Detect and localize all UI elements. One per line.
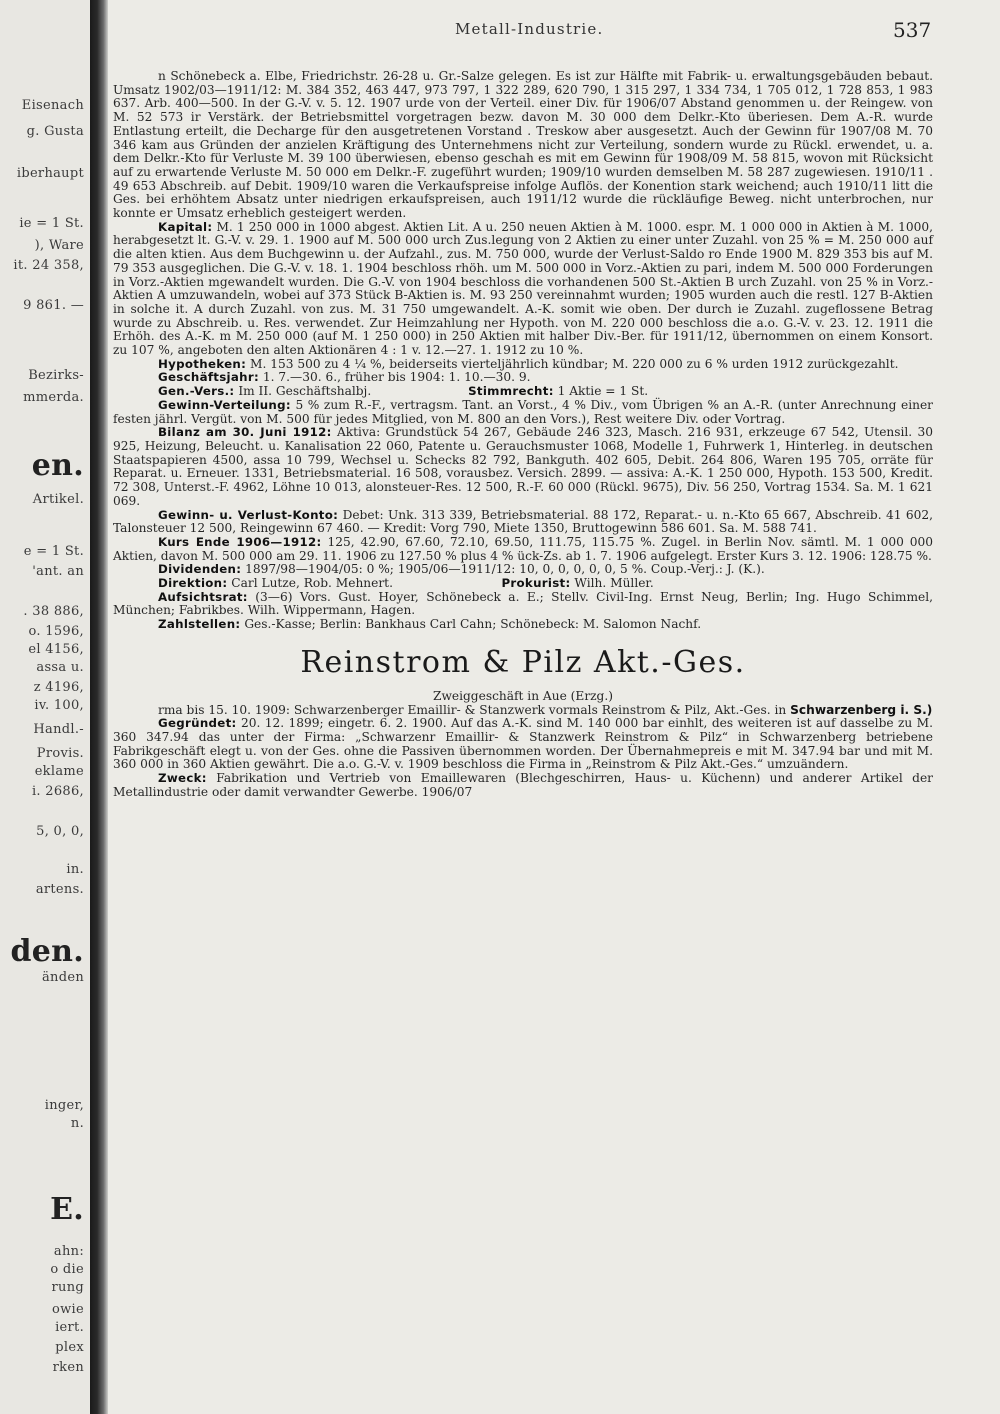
company-description: n Schönebeck a. Elbe, Friedrichstr. 26-28 u. Gr.-Salze gelegen. Es ist zur Hälfte mit Fabrik- u. erwaltungsgebäuden bebaut. Umsatz 1902/03—1911/12: M. 384 352, 463 447, 973 797, 1 322 289, 620 790, 1 315 297, 1 334 734, 1 705 012, 1 728 853, 1 983 637. Arb. 400—500. In der G.-V. v. 5. 12. 1907 urde von der Verteil. einer Div. für 1906/07 Abstand genommen u. der Reingew. von M. 52 573 ir Verstärk. der Betriebsmittel vorgetragen bezw. davon M. 30 000 dem Delkr.-Kto überiesen. Dem A.-R. wurde Entlastung erteilt, die Decharge für den ausgetretenen Vorstand . Treskow aber ausgesetzt. Auch der Gewinn für 1907/08 M. 70 346 kam aus Gründen der anzielen Kräftigung des Unternehmens nicht zur Verteilung, sondern wurde zu Rückl. erwendet, u. a. dem Delkr.-Kto für Verluste M. 39 100 überwiesen, ebenso geschah es mit em Gewinn für 1908/09 M. 58 815, wovon mit Rücksicht auf zu erwartende Verluste M. 50 000 em Delkr.-F. zugeführt wurden; 1909/10 wurden demselben M. 58 287 zugewiesen. 1910/11 . 49 653 Abschreib. auf Debit. 1909/10 waren die Verkaufspreise infolge Auflös. der Konention stark weichend; auch 1910/11 litt die Ges. bei erhöhtem Absatz unter niedrigen erkaufspreisen, auch 1911/12 wurde die rückläufige Beweg. nicht unterbrochen, nur konnte er Umsatz erheblich gesteigert werden. bbox=[113, 69, 933, 221]
adjacent-page-text: Eisenach bbox=[21, 98, 84, 113]
adjacent-page-text: ie = 1 St. bbox=[19, 216, 84, 231]
mortgage-section bbox=[113, 358, 933, 372]
adjacent-page-text: i. 2686, bbox=[31, 784, 84, 799]
profit-distribution-text: 5 % zum R.-F., vertragsm. Tant. an Vorst., 4 % Div., vom Übrigen % an A.-R. (unter Anrechnung einer festen jährl. Vergüt. von M. 500 für jedes Mitglied, von M. 800 an den Vors.), Rest weitere Div. oder Vortrag. bbox=[113, 397, 934, 426]
page-number: 537 bbox=[893, 18, 932, 42]
adjacent-page-text: ahn: bbox=[53, 1244, 84, 1259]
adjacent-page-text: o die bbox=[50, 1262, 84, 1277]
adjacent-page-text: el 4156, bbox=[28, 642, 84, 657]
founded-label: Gegründet: bbox=[158, 716, 237, 731]
adjacent-page-text: rken bbox=[52, 1360, 84, 1375]
balance-sheet-section bbox=[113, 426, 933, 508]
adjacent-page-text: den. bbox=[10, 934, 84, 969]
adjacent-page-text: E. bbox=[50, 1192, 84, 1227]
adjacent-page-text: Handl.- bbox=[33, 722, 84, 737]
authorized-officer-label: Prokurist: bbox=[501, 576, 571, 591]
purpose-text: Fabrikation und Vertrieb von Emaillewaren (Blechgeschirren, Haus- u. Küchenn) und anderer Artikel der Metallindustrie oder damit verwandter Gewerbe. 1906/07 bbox=[113, 771, 934, 799]
paying-agents-label: Zahlstellen: bbox=[158, 617, 241, 632]
fiscal-year-label: Geschäftsjahr: bbox=[158, 370, 259, 385]
company-title: Reinstrom & Pilz Akt.-Ges. bbox=[300, 644, 746, 680]
dividends-label: Dividenden: bbox=[158, 562, 242, 577]
profit-loss-text: Debet: Unk. 313 339, Betriebsmaterial. 88 172, Reparat.- u. n.-Kto 65 667, Abschreib. 41 602, Talonsteuer 12 500, Reingewinn 67 460. — Kredit: Vorg 790, Miete 1350, Bruttogewinn 586 601. Sa. M. 588 741. bbox=[113, 507, 933, 536]
founded-section bbox=[113, 717, 933, 772]
paying-agents-section bbox=[113, 618, 933, 632]
adjacent-page-text: owie bbox=[51, 1302, 84, 1317]
capital-label: Kapital: bbox=[158, 219, 213, 234]
former-name-text: rma bis 15. 10. 1909: Schwarzenberger Emaillir- & Stanzwerk vormals Reinstrom & Pilz, Akt.-Ges. in bbox=[158, 702, 787, 717]
adjacent-page-text: iberhaupt bbox=[16, 166, 84, 181]
supervisory-board-text: (3—6) Vors. Gust. Hoyer, Schönebeck a. E.; Stellv. Civil-Ing. Ernst Neug, Berlin; Ing. Hugo Schimmel, München; Fabrikbes. Wilh. Wippermann, Hagen. bbox=[113, 589, 934, 618]
adjacent-page-text: artens. bbox=[35, 882, 84, 897]
adjacent-page-text: o. 1596, bbox=[28, 624, 84, 639]
section-spacer bbox=[113, 632, 933, 646]
voting-right-text: 1 Aktie = 1 St. bbox=[557, 384, 649, 399]
adjacent-page-text: ), Ware bbox=[34, 238, 84, 253]
profit-loss-label: Gewinn- u. Verlust-Konto: bbox=[158, 507, 339, 522]
adjacent-page-fragment bbox=[0, 0, 90, 1414]
former-name-section bbox=[113, 704, 933, 718]
company-location: Schwarzenberg i. S.) bbox=[790, 702, 933, 717]
adjacent-page-text: mmerda. bbox=[23, 390, 84, 405]
voting-right-label: Stimmrecht: bbox=[468, 384, 554, 399]
share-price-label: Kurs Ende 1906—1912: bbox=[158, 534, 322, 549]
purpose-section bbox=[113, 772, 933, 799]
adjacent-page-text: z 4196, bbox=[33, 680, 84, 695]
fiscal-year-section bbox=[113, 371, 933, 385]
adjacent-page-text: in. bbox=[66, 862, 84, 877]
adjacent-page-text: eklame bbox=[34, 764, 84, 779]
dividends-section bbox=[113, 563, 933, 577]
adjacent-page-text: plex bbox=[55, 1340, 84, 1355]
adjacent-page-text: iv. 100, bbox=[34, 698, 84, 713]
mortgage-text: M. 153 500 zu 4 ¼ %, beiderseits vierteljährlich kündbar; M. 220 000 zu 6 % urden 1912 zurückgezahlt. bbox=[249, 356, 899, 371]
company-subtitle: Zweiggeschäft in Aue (Erzg.) bbox=[433, 688, 613, 703]
adjacent-page-text: en. bbox=[31, 448, 84, 483]
adjacent-page-text: assa u. bbox=[36, 660, 84, 675]
text-column bbox=[113, 70, 933, 799]
book-gutter-shadow bbox=[90, 0, 108, 1414]
adjacent-page-text: n. bbox=[70, 1116, 84, 1131]
adjacent-page-text: it. 24 358, bbox=[13, 258, 84, 273]
adjacent-page-text: g. Gusta bbox=[26, 124, 84, 139]
management-text: Carl Lutze, Rob. Mehnert. bbox=[231, 576, 393, 591]
balance-sheet-text: Aktiva: Grundstück 54 267, Gebäude 246 323, Masch. 216 931, erkzeuge 67 542, Utensil. 30 925, Heizung, Beleucht. u. Kanalisation 22 060, Patente u. Gerauchsmuster 1068, Modelle 1, Fuhrwerk 1, Hinterleg. in deutschen Staatspapieren 4500, assa 10 799, Wechsel u. Schecks 82 792, Bankguth. 402 605, Debit. 264 806, Waren 195 705, orräte für Reparat. u. Erneuer. 1331, Betriebsmaterial. 16 508, vorausbez. Versich. 2899. — assiva: A.-K. 1 250 000, Hypoth. 153 500, Kredit. 72 308, Unterst.-F. 4962, Löhne 10 013, alonsteuer-Res. 12 500, R.-F. 60 000 (Rückl. 9675), Div. 56 250, Vortrag 1534. Sa. M. 1 621 069. bbox=[113, 425, 933, 508]
adjacent-page-text: Bezirks- bbox=[28, 368, 84, 383]
adjacent-page-text: iert. bbox=[55, 1320, 84, 1335]
adjacent-page-text: änden bbox=[41, 970, 84, 985]
purpose-label: Zweck: bbox=[158, 771, 207, 786]
share-price-section bbox=[113, 536, 933, 563]
profit-distribution-label: Gewinn-Verteilung: bbox=[158, 397, 291, 412]
capital-section bbox=[113, 221, 933, 358]
balance-sheet-label: Bilanz am 30. Juni 1912: bbox=[158, 425, 332, 440]
supervisory-board-label: Aufsichtsrat: bbox=[158, 589, 248, 604]
management-section bbox=[113, 577, 933, 591]
fiscal-year-text: 1. 7.—30. 6., früher bis 1904: 1. 10.—30. 9. bbox=[262, 370, 531, 385]
adjacent-page-text: Artikel. bbox=[32, 492, 84, 507]
supervisory-board-section bbox=[113, 591, 933, 618]
dividends-text: 1897/98—1904/05: 0 %; 1905/06—1911/12: 10, 0, 0, 0, 0, 0, 5 %. Coup.-Verj.: J. (K.). bbox=[245, 562, 765, 577]
share-price-text: 125, 42.90, 67.60, 72.10, 69.50, 111.75, 115.75 %. Zugel. in Berlin Nov. sämtl. M. 1 000 000 Aktien, davon M. 500 000 am 29. 11. 1906 zu 127.50 % plus 4 % ück-Zs. ab 1. 7. 1906 aufgelegt. Erster Kurs 3. 12. 1906: 128.75 %. bbox=[113, 534, 934, 563]
adjacent-page-text: 5, 0, 0, bbox=[36, 824, 84, 839]
mortgage-label: Hypotheken: bbox=[158, 356, 247, 371]
general-meeting-label: Gen.-Vers.: bbox=[158, 384, 235, 399]
capital-text: M. 1 250 000 in 1000 abgest. Aktien Lit. A u. 250 neuen Aktien à M. 1000. espr. M. 1 000 000 in Aktien à M. 1000, herabgesetzt lt. G.-V. v. 29. 1. 1900 auf M. 500 000 urch Zus.legung von 2 Aktien zu einer unter Zuzahl. von 25 % = M. 250 000 auf die alten ktien. Aus dem Buchgewinn u. der Aufzahl., zus. M. 750 000, wurde der Verlust-Saldo ro Ende 1900 M. 829 353 bis auf M. 79 353 ausgeglichen. Die G.-V. v. 18. 1. 1904 beschloss rhöh. um M. 500 000 in Vorz.-Aktien zu pari, indem M. 500 000 Forderungen in Vorz.-Aktien mgewandelt wurden. Die G.-V. von 1904 beschloss die vorhandenen 500 St.-Aktien B urch Zuzahl. von 25 % in Vorz.-Aktien A umzuwandeln, wobei auf 373 Stück B-Aktien is. M. 93 250 vereinnahmt wurden; 1905 wurden auch die restl. 127 B-Aktien in solche it. A durch Zuzahl. von zus. M. 31 750 umgewandelt. A.-K. somit wie oben. Der durch ie Zuzahl. zugeflossene Betrag wurde zu Abschreib. u. Res. verwendet. Zur Heimzahlung ner Hypoth. von M. 220 000 beschloss die a.o. G.-V. v. 23. 12. 1911 die Erhöh. des A.-K. m M. 250 000 (auf M. 1 250 000) in 250 Aktien mit halber Div.-Ber. für 1911/12, übernommen on einem Konsort. zu 107 %, angeboten den alten Aktionären 4 : 1 v. 12.—27. 1. 1912 zu 10 %. bbox=[113, 219, 933, 358]
adjacent-page-text: 9 861. — bbox=[23, 298, 84, 313]
adjacent-page-text: rung bbox=[51, 1280, 84, 1295]
paying-agents-text: Ges.-Kasse; Berlin: Bankhaus Carl Cahn; Schönebeck: M. Salomon Nachf. bbox=[244, 617, 702, 632]
general-meeting-text: Im II. Geschäftshalbj. bbox=[238, 384, 372, 399]
general-meeting-section bbox=[113, 385, 933, 399]
founded-text: 20. 12. 1899; eingetr. 6. 2. 1900. Auf das A.-K. sind M. 140 000 bar einhlt, des weiteren ist auf dasselbe zu M. 360 347.94 das unter der Firma: „Schwarzenr Emaillir- & Stanzwerk Reinstrom & Pilz“ in Schwarzenberg betriebene Fabrikgeschäft elegt u. von der Ges. ohne die Passiven übernommen worden. Der Übernahmepreis e mit M. 347.94 bar und mit M. 360 000 in 360 Aktien gewährt. Die a.o. G.-V. v. 1909 beschloss die Firma in „Reinstrom & Pilz Akt.-Ges.“ umzuändern. bbox=[113, 716, 933, 772]
adjacent-page-text: inger, bbox=[44, 1098, 84, 1113]
running-head: Metall-Industrie. bbox=[455, 20, 604, 38]
authorized-officer-text: Wilh. Müller. bbox=[574, 576, 654, 591]
adjacent-page-text: e = 1 St. bbox=[23, 544, 84, 559]
adjacent-page-text: . 38 886, bbox=[23, 604, 84, 619]
management-label: Direktion: bbox=[158, 576, 228, 591]
profit-loss-section bbox=[113, 509, 933, 536]
profit-distribution-section bbox=[113, 399, 933, 426]
adjacent-page-text: 'ant. an bbox=[32, 564, 84, 579]
adjacent-page-text: Provis. bbox=[36, 746, 84, 761]
